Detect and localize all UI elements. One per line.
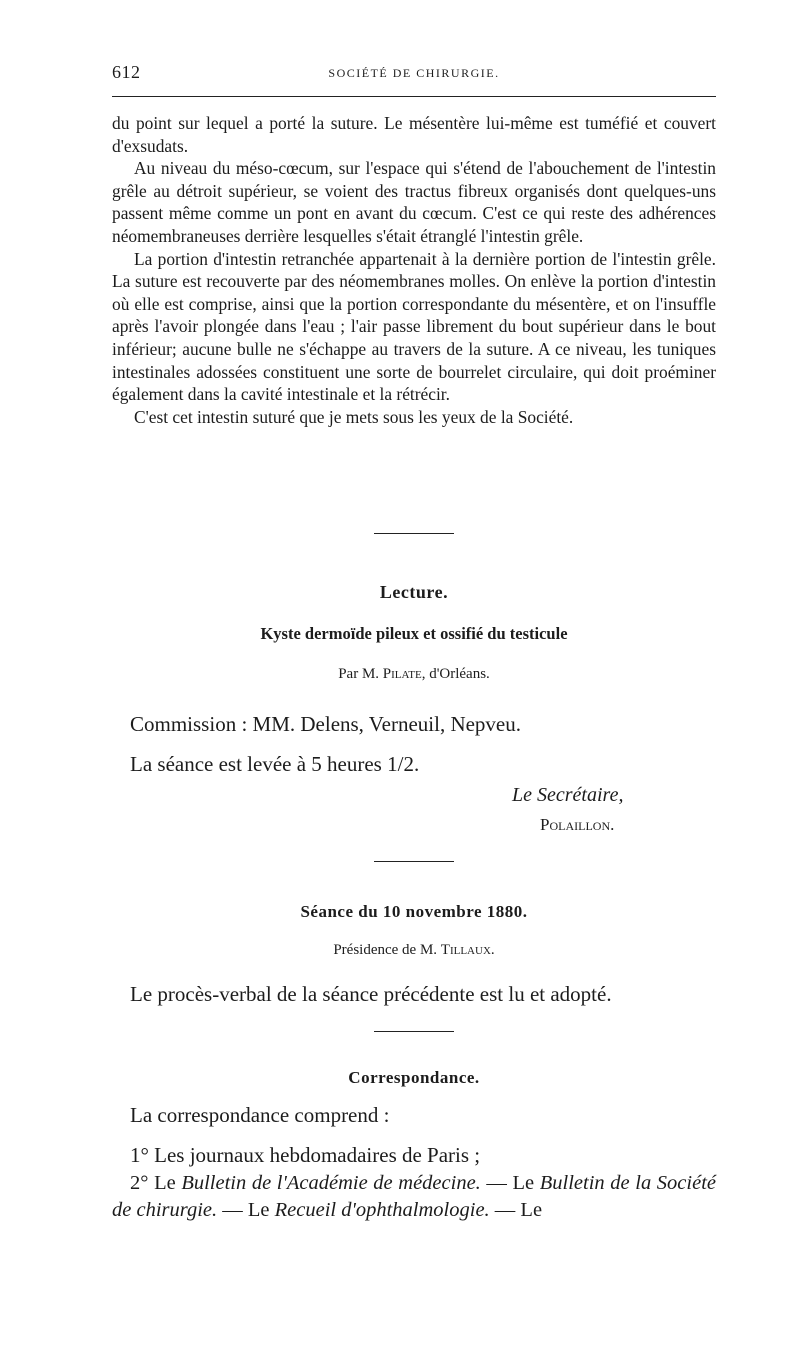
- item2-text: — Le: [489, 1199, 543, 1221]
- presidence-name: Tillaux.: [440, 942, 495, 958]
- session-closed-line: La séance est levée à 5 heures 1/2.: [130, 752, 420, 776]
- author-name: Pilate: [382, 666, 422, 682]
- signature-name: Polaillon.: [540, 815, 615, 834]
- proces-verbal-line: Le procès-verbal de la séance précédente est lu et adopté.: [130, 982, 612, 1006]
- page-number: 612: [112, 62, 141, 82]
- signature-role: Le Secrétaire,: [512, 784, 624, 806]
- seance-title: Séance du 10 novembre 1880.: [300, 902, 528, 921]
- correspondance-heading: Correspondance.: [348, 1068, 480, 1087]
- item2-text: 2° Le: [130, 1172, 182, 1194]
- journal-title: Recueil d'ophthalmologie.: [274, 1199, 490, 1221]
- case-report-text: [112, 112, 716, 428]
- page-header: [112, 58, 716, 88]
- lecture-title: Kyste dermoïde pileux et ossifié du testicule: [260, 624, 568, 643]
- paragraph-continuation: du point sur lequel a porté la suture. Le mésentère lui-même est tuméfié et couvert d'exsudats.: [112, 113, 716, 156]
- correspondance-item-1: 1° Les journaux hebdomadaires de Paris ;: [130, 1143, 481, 1167]
- section-divider: [374, 1031, 454, 1032]
- lecture-author: [112, 666, 716, 683]
- section-divider: [374, 533, 454, 534]
- author-suffix: , d'Orléans.: [421, 666, 490, 682]
- journal-title: Bulletin de l'Académie de médecine.: [181, 1172, 481, 1194]
- lecture-heading: Lecture.: [379, 582, 449, 602]
- paragraph-meso-caecum: Au niveau du méso-cœcum, sur l'espace qui s'étend de l'abouchement de l'intestin grêle au détroit supérieur, se voient des tractus fibreux organisés dont quelques-uns passent même comme un pont en avant du cœcum. C'est ce qui reste des adhérences néomembraneuses derrière lesquelles s'était étranglé l'intestin grêle.: [112, 158, 716, 246]
- item2-text: — Le: [480, 1172, 540, 1194]
- running-head: SOCIÉTÉ DE CHIRURGIE.: [328, 66, 500, 80]
- commission-line: Commission : MM. Delens, Verneuil, Nepveu.: [130, 712, 522, 736]
- author-prefix: Par M.: [338, 666, 383, 682]
- correspondance-intro: La correspondance comprend :: [130, 1103, 390, 1127]
- item2-text: — Le: [217, 1199, 275, 1221]
- presidence-prefix: Présidence de M.: [333, 942, 441, 958]
- paragraph-intestine-portion: La portion d'intestin retranchée appartenait à la dernière portion de l'intestin grêle. La suture est recouverte par des néomembranes molles. On enlève la portion d'intestin où elle est comprise, ainsi que la portion correspondante du mésentère, et on l'insuffle après l'avoir plongée dans l'eau ; l'air passe librement du bout supérieur dans le bout inférieur; aucune bulle ne s'échappe au travers de la suture. A ce niveau, les tuniques intestinales adossées constituent une sorte de bourrelet circulaire, qui doit proéminer également dans la cavité intestinale et la rétrécir.: [112, 248, 716, 405]
- correspondance-item-2: [112, 1170, 716, 1224]
- seance-presidence: [112, 942, 716, 959]
- journal-title: Bulletin de la Société de chirurgie.: [112, 1172, 716, 1221]
- paragraph-conclusion: C'est cet intestin suturé que je mets sous les yeux de la Société.: [134, 406, 574, 427]
- section-divider: [374, 861, 454, 862]
- header-rule: [112, 96, 716, 97]
